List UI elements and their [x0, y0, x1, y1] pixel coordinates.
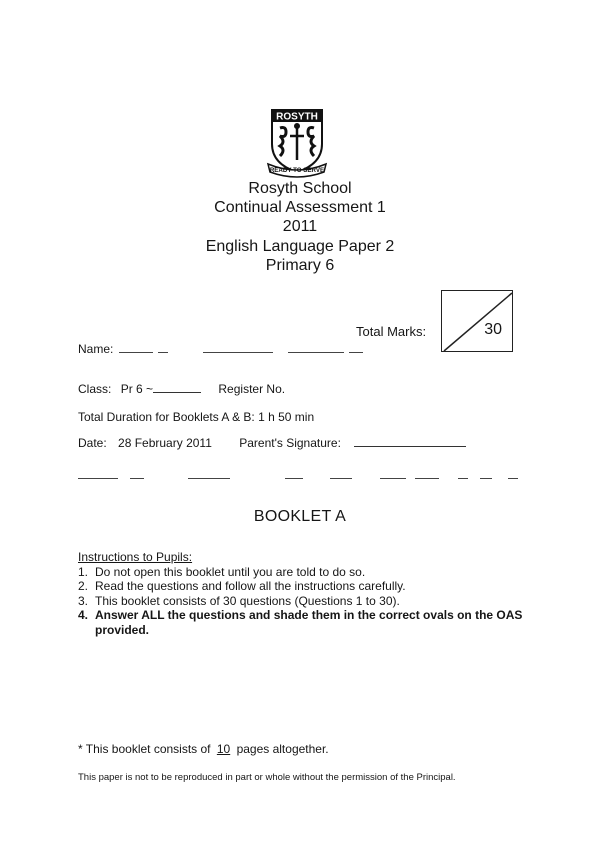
svg-text:READY TO SERVE: READY TO SERVE — [269, 167, 325, 174]
total-marks-value: 30 — [484, 321, 502, 338]
instructions-list — [78, 565, 528, 638]
duration-text: Total Duration for Booklets A & B: 1 h 50 min — [78, 410, 315, 424]
name-field[interactable] — [78, 342, 113, 356]
signature-label: Parent's Signature: — [239, 436, 341, 450]
svg-text:ROSYTH: ROSYTH — [276, 111, 318, 123]
date-label: Date: — [78, 436, 107, 450]
paper-title: English Language Paper 2 — [205, 238, 395, 255]
total-marks-label: Total Marks: — [356, 324, 427, 339]
class-label: Class: — [78, 382, 112, 396]
instruction-item: 1. Do not open this booklet until you are told to do so. — [78, 564, 366, 579]
page-count-note: * This booklet consists of 10 pages altogether. — [78, 742, 329, 756]
date-signature-row — [78, 436, 466, 450]
school-crest-logo — [266, 106, 328, 178]
instructions-title: Instructions to Pupils: — [78, 550, 193, 564]
class-value: Pr 6 ~ — [120, 382, 154, 396]
date-value: 28 February 2011 — [118, 436, 212, 450]
assessment-title: Continual Assessment 1 — [214, 199, 386, 216]
class-input-line[interactable] — [153, 392, 201, 393]
level-title: Primary 6 — [265, 257, 335, 274]
total-marks-box — [441, 290, 513, 352]
assessment-year: 2011 — [282, 218, 318, 235]
instruction-item: 3. This booklet consists of 30 questions (Questions 1 to 30). — [78, 593, 400, 608]
instruction-item: 2. Read the questions and follow all the instructions carefully. — [78, 579, 406, 593]
register-label: Register No. — [218, 382, 286, 396]
instructions — [78, 550, 528, 637]
signature-input-line[interactable] — [354, 446, 466, 447]
school-name: Rosyth School — [248, 180, 352, 197]
name-label: Name: — [78, 342, 114, 356]
instruction-item: 4. Answer ALL the questions and shade them in the correct ovals on the OAS provided. — [78, 608, 523, 637]
class-field[interactable] — [78, 382, 285, 396]
booklet-title: BOOKLET A — [253, 508, 347, 525]
page-count-value: 10 — [216, 742, 231, 756]
copyright-note: This paper is not to be reproduced in part or whole without the permission of the Principal. — [78, 772, 456, 783]
